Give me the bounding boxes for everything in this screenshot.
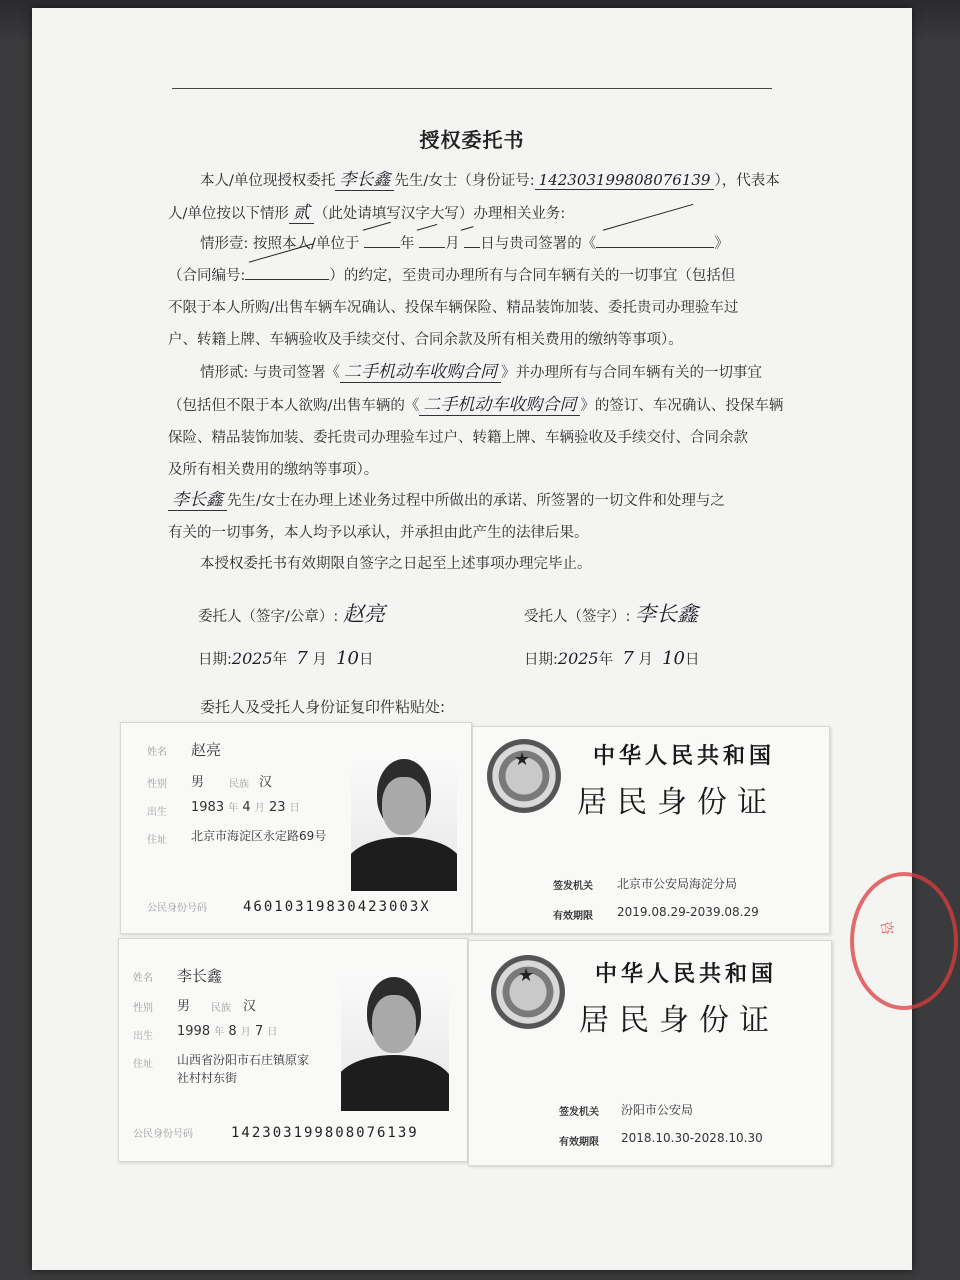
handwritten-id-number: 142303199808076139	[535, 171, 715, 190]
id-issuer: 汾阳市公安局	[621, 1103, 694, 1117]
crossed-contract-blank	[596, 231, 714, 248]
agent-signature-handwriting: 李长鑫	[635, 602, 698, 626]
handwritten-agent-name-2: 李长鑫	[168, 490, 227, 511]
id-address-line-2: 社村村东街	[177, 1071, 238, 1085]
id-issuer: 北京市公安局海淀分局	[617, 877, 738, 891]
id-card-front-1: 姓名 赵亮 性别 男 民族 汉 出生 1983 年 4 月 23 日 住址 北京市海淀区永定路69号 公民身份号码 46010319830423003X	[120, 722, 472, 934]
id-card-back-1: ★ 中华人民共和国 居民身份证 签发机关 北京市公安局海淀分局 有效期限 2019.08.29-2039.08.29	[472, 726, 830, 934]
id-card-front-2: 姓名 李长鑫 性别 男 民族 汉 出生 1998 年 8 月 7 日 住址 山西省汾阳市石庄镇原家 社村村东街 公民身份号码 142303199808076139	[118, 938, 468, 1162]
crossed-contract-number-blank	[245, 263, 329, 280]
agent-date: 日期:2025年 7 月 10日	[524, 648, 700, 669]
agent-signature: 受托人（签字）: 李长鑫	[524, 602, 698, 626]
id-validity: 2018.10.30-2028.10.30	[621, 1131, 763, 1145]
paragraph-validity: 本授权委托书有效期限自签字之日起至上述事项办理完毕止。	[200, 556, 592, 572]
id-birth: 1983 年 4 月 23 日	[191, 800, 300, 815]
id-birth: 1998 年 8 月 7 日	[177, 1024, 278, 1039]
id-name: 赵亮	[191, 741, 222, 759]
handwritten-contract-name-2: 二手机动车收购合同	[419, 395, 580, 416]
handwritten-case-number: 贰	[289, 203, 314, 224]
id-paste-label: 委托人及受托人身份证复印件粘贴处:	[200, 698, 446, 716]
paragraph-intro: 本人/单位现授权委托 李长鑫 先生/女士（身份证号: 142303199808076139 ），代表本 人/单位按以下情形 贰 （此处请填写汉字大写）办理相关业务:	[168, 170, 780, 223]
id-photo	[341, 969, 449, 1111]
id-validity: 2019.08.29-2039.08.29	[617, 905, 759, 919]
crossed-day-blank	[464, 231, 480, 248]
id-address: 北京市海淀区永定路69号	[191, 829, 327, 843]
id-photo	[351, 751, 457, 891]
paragraph-case-two: 情形贰: 与贵司签署《 二手机动车收购合同 》并办理所有与合同车辆有关的一切事宜 （包括但不限于本人欲购/出售车辆的《 二手机动车收购合同 》的签订、车况确认、投保车辆 保险、精品装饰加装、委托贵司办理验车过户、转籍上牌、车辆验收及手续交付、合同余款 及所有相关费用的缴纳等事项）。	[168, 362, 784, 478]
principal-signature: 委托人（签字/公章）: 赵亮	[198, 602, 385, 626]
red-seal-text: 咨	[876, 919, 896, 937]
id-number: 46010319830423003X	[243, 899, 431, 915]
id-name: 李长鑫	[177, 967, 223, 985]
handwritten-contract-name: 二手机动车收购合同	[340, 362, 501, 383]
paragraph-case-one: 情形壹: 按照本人/单位于 年 月 日与贵司签署的《 》 （合同编号: ）的约定，至贵司办理所有与合同车辆有关的一切事宜（包括但 不限于本人所购/出售车辆车况确认、投保车辆保险、精品装饰加装、委托贵司办理验车过 户、转籍上牌、车辆验收及手续交付、合同余款及所有相关费用的缴纳等事项）。	[168, 228, 808, 356]
principal-date: 日期:2025年 7 月 10日	[198, 648, 374, 669]
id-address: 山西省汾阳市石庄镇原家	[177, 1053, 310, 1067]
crossed-year-blank	[364, 231, 400, 248]
red-seal-stamp	[850, 872, 958, 1010]
document-title: 授权委托书	[419, 128, 525, 152]
paragraph-acknowledgement: 李长鑫 先生/女士在办理上述业务过程中所做出的承诺、所签署的一切文件和处理与之 有关的一切事务，本人均予以承认，并承担由此产生的法律后果。	[168, 490, 725, 541]
national-emblem-icon: ★	[487, 739, 561, 813]
handwritten-agent-name: 李长鑫	[335, 170, 394, 191]
national-emblem-icon: ★	[491, 955, 565, 1029]
header-rule	[172, 88, 772, 89]
id-card-back-2: ★ 中华人民共和国 居民身份证 签发机关 汾阳市公安局 有效期限 2018.10.30-2028.10.30	[468, 940, 832, 1166]
crossed-month-blank	[419, 231, 445, 248]
id-number: 142303199808076139	[231, 1125, 419, 1141]
principal-signature-handwriting: 赵亮	[342, 602, 385, 626]
